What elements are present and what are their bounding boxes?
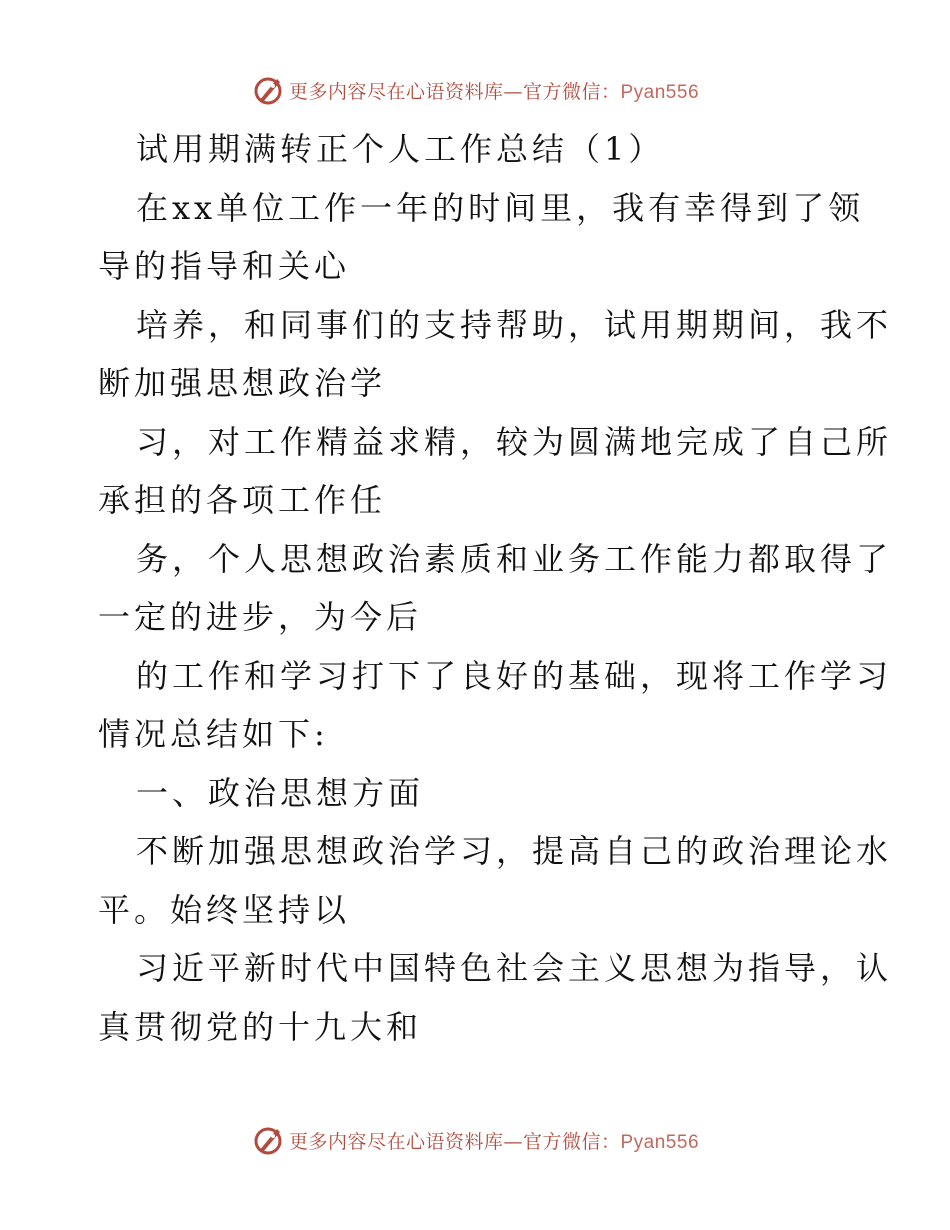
document-title: 试用期满转正个人工作总结（1） — [136, 130, 665, 168]
footer-watermark — [0, 1120, 950, 1160]
text-line: 在xx单位工作一年的时间里，我有幸得到了领 — [136, 188, 865, 227]
text-line: 导的指导和关心 — [98, 247, 351, 285]
text-line: 培养，和同事们的支持帮助，试用期期间，我不 — [136, 305, 893, 344]
text-line: 不断加强思想政治学习，提高自己的政治理论水 — [136, 832, 893, 870]
header-watermark — [0, 70, 950, 110]
watermark-text: 更多内容尽在心语资料库—官方微信：Pyan556 — [288, 1130, 700, 1153]
text-line: 习近平新时代中国特色社会主义思想为指导，认 — [136, 949, 893, 987]
quill-pen-logo-icon — [251, 73, 285, 107]
watermark-text: 更多内容尽在心语资料库—官方微信：Pyan556 — [288, 80, 700, 103]
document-body — [98, 120, 893, 1056]
text-line: 习，对工作精益求精，较为圆满地完成了自己所 — [136, 422, 893, 461]
text-line: 真贯彻党的十九大和 — [98, 1007, 423, 1046]
text-line: 情况总结如下: — [98, 715, 329, 753]
text-line: 的工作和学习打下了良好的基础，现将工作学习 — [136, 656, 893, 695]
text-line: 一定的进步，为今后 — [98, 598, 423, 636]
text-line: 承担的各项工作任 — [98, 481, 387, 519]
text-line: 断加强思想政治学 — [98, 364, 387, 402]
text-line: 务，个人思想政治素质和业务工作能力都取得了 — [136, 539, 893, 578]
text-line: 一、政治思想方面 — [136, 773, 425, 812]
text-line: 平。始终坚持以 — [98, 890, 351, 929]
quill-pen-logo-icon — [251, 1123, 285, 1157]
